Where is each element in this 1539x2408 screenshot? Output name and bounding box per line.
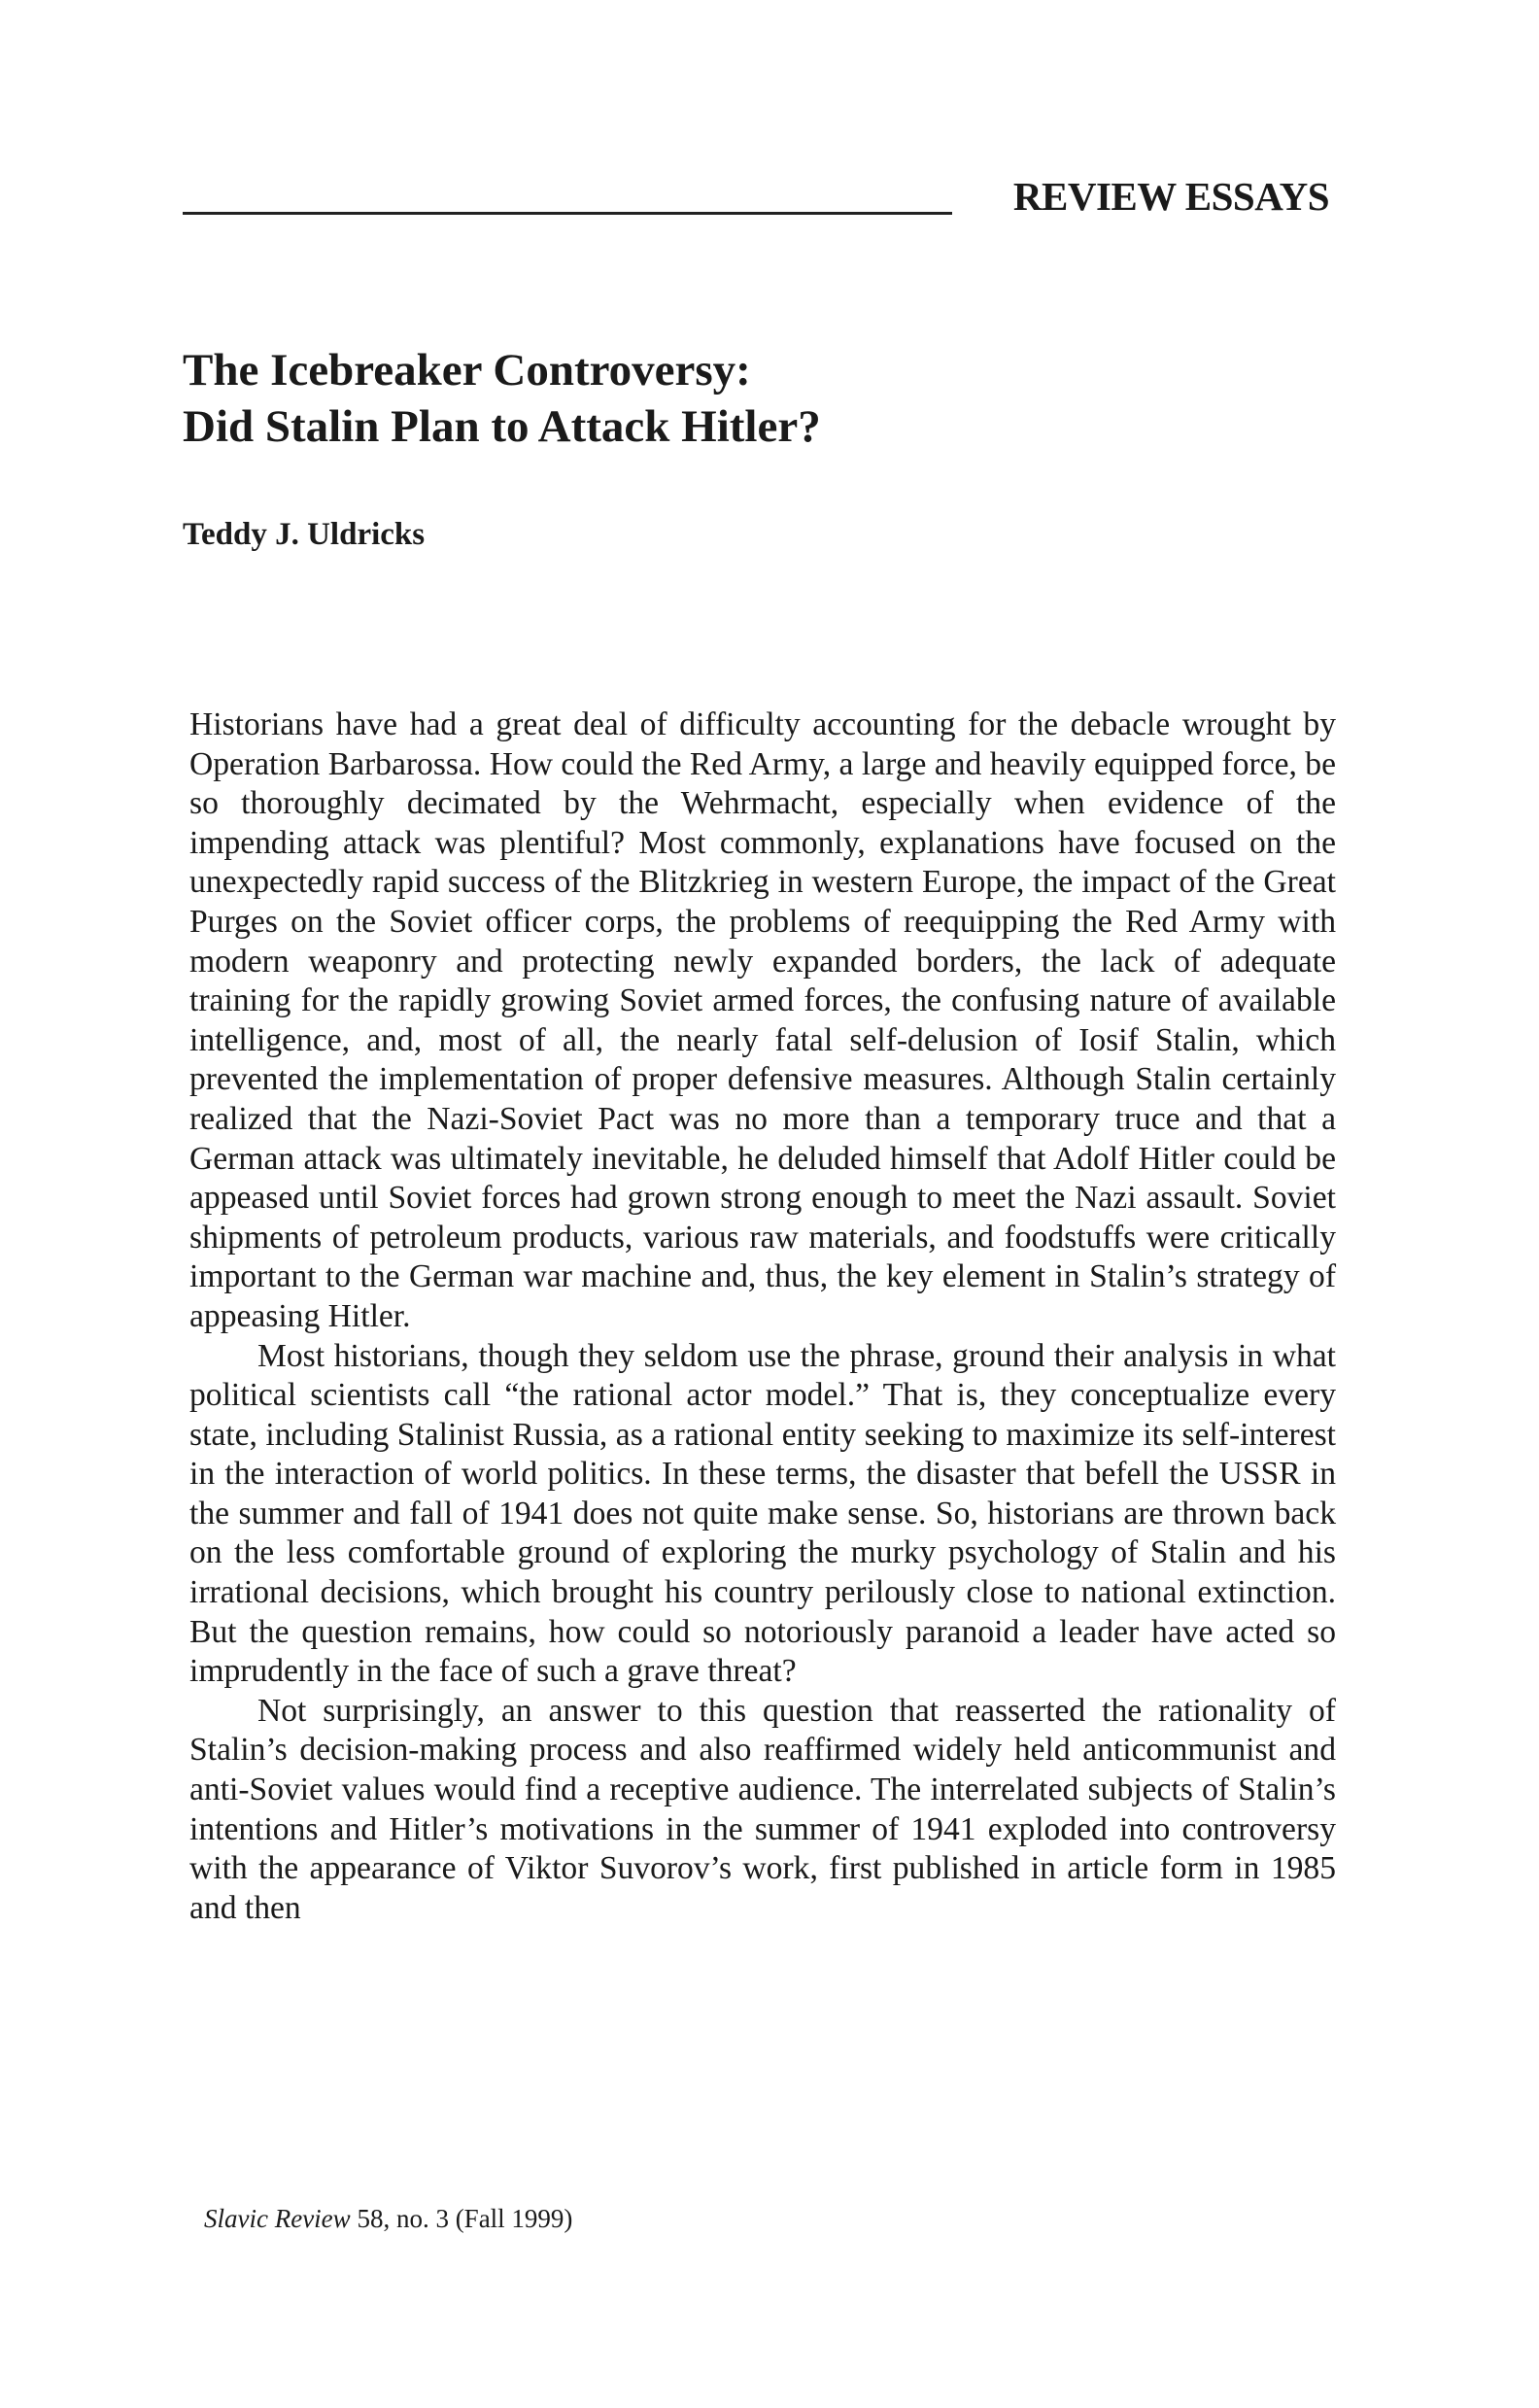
footer-citation: 58, no. 3 (Fall 1999): [350, 2204, 573, 2233]
body-paragraph-3: Not surprisingly, an answer to this question that reasserted the rationality of Stalin’s decision-making process and also reaffirmed widely held anticommunist and anti-Soviet values would find a receptive audience. The interrelated subjects of Stalin’s intentions and Hitler’s motivations in the summer of 1941 exploded into controversy with the appearance of Viktor Suvorov’s work, first published in article form in 1985 and then: [189, 1692, 1336, 1926]
body-paragraph-2: Most historians, though they seldom use the phrase, ground their analysis in what political scientists call “the rational actor model.” That is, they conceptualize every state, including Stalinist Russia, as a rational entity seeking to maximize its self-interest in the interaction of world politics. In these terms, the disaster that befell the USSR in the summer and fall of 1941 does not quite make sense. So, historians are thrown back on the less comfortable ground of exploring the murky psychology of Stalin and his irrational decisions, which brought his country perilously close to national extinction. But the question remains, how could so notoriously paranoid a leader have acted so imprudently in the face of such a grave threat?: [189, 1337, 1336, 1690]
page-header: [183, 173, 1329, 222]
section-label: REVIEW ESSAYS: [1012, 174, 1329, 219]
body-paragraph-1: Historians have had a great deal of difficulty accounting for the debacle wrought by Operation Barbarossa. How could the Red Army, a large and heavily equipped force, be so thoroughly decimated by the Wehrmacht, especially when evidence of the impending attack was plentiful? Most commonly, explanations have focused on the unexpectedly rapid success of the Blitzkrieg in western Europe, the impact of the Great Purges on the Soviet officer corps, the problems of reequipping the Red Army with modern weaponry and protecting newly expanded borders, the lack of adequate training for the rapidly growing Soviet armed forces, the confusing nature of available intelligence, and, most of all, the nearly fatal self-delusion of Iosif Stalin, which prevented the implementation of proper defensive measures. Although Stalin certainly realized that the Nazi-Soviet Pact was no more than a temporary truce and that a German attack was ultimately inevitable, he deluded himself that Adolf Hitler could be appeased until Soviet forces had grown strong enough to meet the Nazi assault. Soviet shipments of petroleum products, various raw materials, and foodstuffs were critically important to the German war machine and, thus, the key element in Stalin’s strategy of appeasing Hitler.: [189, 706, 1336, 1334]
article-title-line-2: Did Stalin Plan to Attack Hitler?: [183, 401, 821, 452]
article-title: [183, 342, 1251, 455]
page-footer: [204, 2204, 572, 2234]
article-author: Teddy J. Uldricks: [183, 517, 426, 552]
header-rule: [183, 212, 952, 215]
article-body: [189, 705, 1336, 1928]
article-title-line-1: The Icebreaker Controversy:: [183, 345, 751, 396]
footer-journal: Slavic Review: [204, 2204, 351, 2233]
